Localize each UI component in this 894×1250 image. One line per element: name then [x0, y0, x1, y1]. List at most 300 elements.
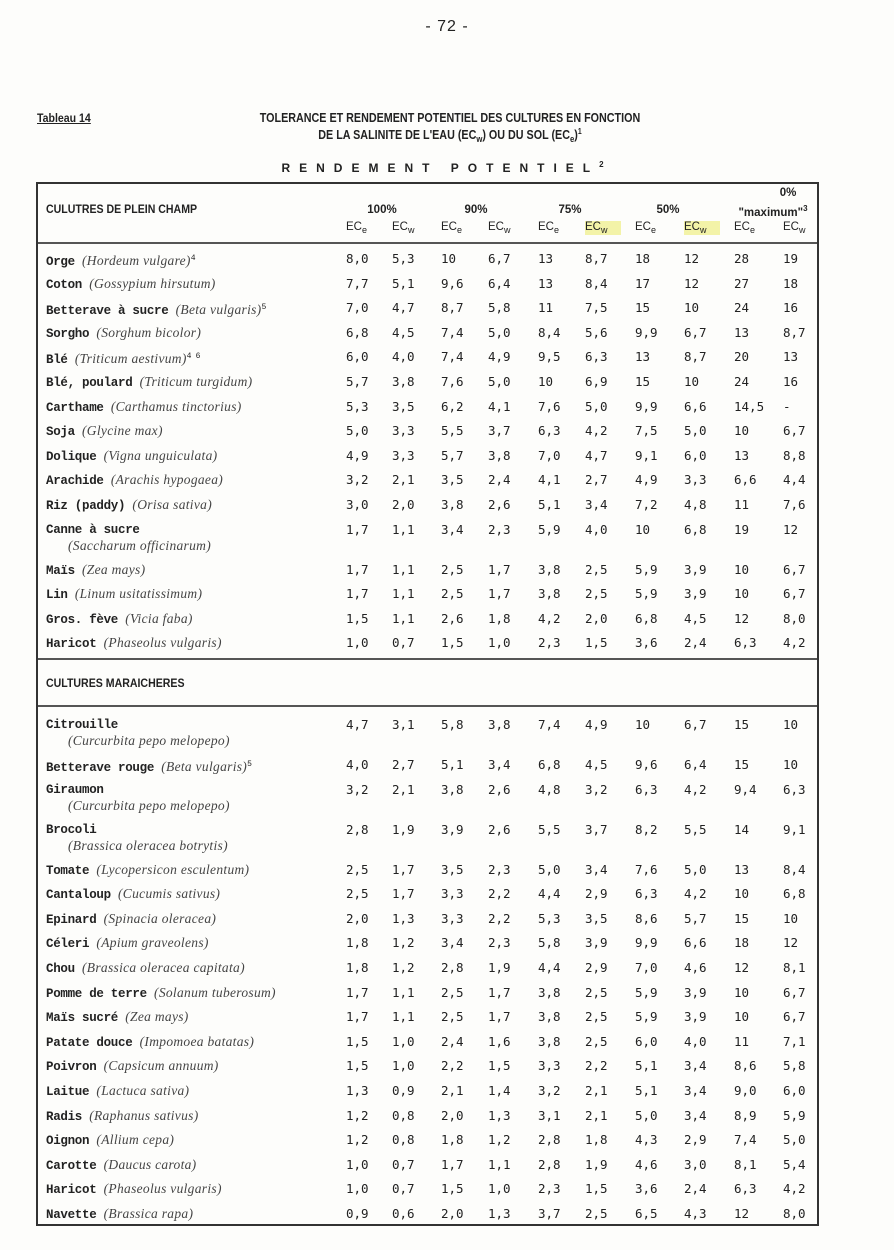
scientific-name: (Linum usitatissimum): [74, 586, 203, 602]
ece-value: 1,7: [346, 1009, 369, 1025]
yield-level-header: 75%: [558, 204, 582, 216]
ece-value: 7,6: [635, 861, 658, 877]
ecw-value: 12: [684, 251, 700, 266]
ece-value: 4,6: [635, 1156, 658, 1172]
scientific-name: (Arachis hypogaea): [110, 472, 224, 488]
ecw-value: 4,2: [684, 781, 707, 797]
ecw-value: 1,0: [392, 1033, 415, 1049]
ece-value: 10: [734, 1009, 750, 1025]
scientific-name: (Capsicum annuum): [103, 1058, 219, 1074]
ece-value: 3,4: [441, 935, 464, 951]
ecw-value: 2,9: [585, 886, 608, 902]
ecw-value: 3,9: [684, 586, 707, 602]
ece-value: 2,5: [441, 586, 464, 602]
ece-value: 18: [734, 935, 750, 951]
ece-value: 3,3: [538, 1058, 561, 1074]
ece-value: 6,2: [441, 398, 464, 414]
scientific-name: (Sorghum bicolor): [96, 324, 202, 340]
ecw-value: 1,2: [488, 1132, 511, 1148]
ecw-value: 1,3: [488, 1107, 511, 1123]
footnote-ref: 5: [247, 760, 252, 769]
ece-value: 15: [734, 717, 750, 732]
crop-name: Lin (Linum usitatissimum): [46, 586, 203, 603]
ecw-value: 2,1: [392, 472, 415, 488]
ece-value: 17: [635, 275, 651, 291]
ecw-value: 4,0: [392, 349, 415, 365]
ecw-value: 5,0: [488, 374, 511, 389]
scientific-name: (Zea mays): [82, 561, 146, 577]
ecw-value: 1,2: [392, 960, 415, 975]
section-divider-bottom: [38, 705, 817, 707]
header-divider: [38, 242, 817, 244]
ecw-value: 6,8: [684, 521, 707, 537]
ecw-value: 1,9: [392, 821, 415, 837]
ece-value: 7,4: [734, 1132, 757, 1148]
ece-value: 13: [734, 324, 750, 340]
ece-value: 2,0: [441, 1107, 464, 1123]
ecw-value: 0,7: [392, 1181, 415, 1197]
ece-value: 2,8: [346, 821, 369, 837]
ece-value: 4,3: [635, 1132, 658, 1148]
crop-name: Radis (Raphanus sativus): [46, 1107, 199, 1124]
ecw-value: 1,7: [488, 586, 511, 602]
ecw-value: 3,8: [392, 374, 415, 389]
ece-value: 7,4: [441, 349, 464, 365]
ecw-value: 8,0: [783, 610, 806, 626]
ece-value: 7,6: [538, 398, 561, 414]
table-subtitle: RENDEMENT POTENTIEL$^2$: [281, 160, 613, 175]
ecw-value: 10: [783, 717, 799, 732]
ece-value: 1,7: [441, 1156, 464, 1172]
ece-value: 15: [734, 757, 750, 772]
ecw-value: 3,2: [585, 781, 608, 797]
ecw-value: 2,0: [392, 497, 415, 512]
yield-level-header: 90%: [464, 204, 488, 216]
ece-value: 5,8: [441, 717, 464, 732]
ecw-value: 1,1: [392, 521, 415, 537]
ece-value: 5,8: [538, 935, 561, 951]
ece-value: 27: [734, 275, 750, 291]
crop-name: Orge (Hordeum vulgare)$^4$: [46, 253, 196, 269]
scientific-name: (Triticum aestivum): [74, 351, 187, 367]
ece-value: 10: [734, 586, 750, 602]
ece-value: 4,9: [635, 472, 658, 488]
ecw-value: 8,0: [783, 1206, 806, 1221]
crop-name: Arachide (Arachis hypogaea): [46, 472, 224, 489]
ece-value: 3,6: [635, 1181, 658, 1197]
ecw-value: 1,3: [488, 1206, 511, 1221]
ece-value: 3,8: [538, 984, 561, 1000]
scientific-name: (Apium graveolens): [96, 935, 209, 951]
ece-value: 2,8: [538, 1156, 561, 1172]
ece-value: 3,8: [441, 497, 464, 512]
ecw-value: 6,9: [585, 374, 608, 389]
ece-value: 1,5: [346, 610, 369, 626]
ece-value: 2,5: [441, 561, 464, 577]
ecw-value: 1,7: [488, 1009, 511, 1025]
ecw-value: 8,4: [783, 861, 806, 877]
ece-value: 6,5: [635, 1206, 658, 1221]
ece-value: 5,7: [441, 447, 464, 463]
ecw-value: 4,8: [684, 497, 707, 512]
ecw-value: 6,0: [684, 447, 707, 463]
ecw-value: 1,5: [488, 1058, 511, 1074]
ecw-value: 1,7: [488, 984, 511, 1000]
ecw-value: 16: [783, 300, 799, 316]
ecw-value: 8,7: [684, 349, 707, 365]
crop-name: Tomate (Lycopersicon esculentum): [46, 861, 250, 878]
ecw-value: -: [783, 398, 791, 414]
ecw-value: 1,3: [392, 910, 415, 926]
ece-value: 5,5: [441, 423, 464, 439]
ece-value: 24: [734, 300, 750, 316]
ecw-value: 13: [783, 349, 799, 365]
yield-level-header: 0%: [779, 187, 797, 199]
ece-value: 6,0: [635, 1033, 658, 1049]
ecw-value: 2,4: [684, 635, 707, 651]
ecw-value: 10: [783, 910, 799, 926]
crop-name: Carthame (Carthamus tinctorius): [46, 398, 242, 415]
ece-value: 3,0: [346, 497, 369, 512]
ece-value: 24: [734, 374, 750, 389]
scientific-name: (Curcurbita pepo melopepo): [68, 797, 230, 813]
ecw-value: 8,1: [783, 960, 806, 975]
ece-value: 2,0: [441, 1206, 464, 1221]
ece-value: 1,0: [346, 1156, 369, 1172]
ecw-value: 2,0: [585, 610, 608, 626]
ecw-value: 12: [684, 275, 700, 291]
ece-value: 13: [635, 349, 651, 365]
ecw-value: 3,9: [684, 1009, 707, 1025]
ece-value: 10: [635, 521, 651, 537]
ece-value: 6,3: [635, 781, 658, 797]
ecw-value: 5,0: [684, 423, 707, 439]
ece-column-header: $EC_e$: [734, 221, 755, 235]
scientific-name: (Beta vulgaris): [161, 759, 248, 774]
ece-value: 6,6: [734, 472, 757, 488]
ecw-column-header: $EC_w$: [488, 221, 511, 235]
crop-name: Navette (Brassica rapa): [46, 1206, 194, 1222]
ecw-value: 6,6: [684, 935, 707, 951]
tolerance-table: [36, 182, 819, 1226]
ecw-value: 6,3: [585, 349, 608, 365]
ecw-value: 10: [684, 300, 700, 316]
ece-value: 5,0: [538, 861, 561, 877]
ecw-value: 8,7: [585, 251, 608, 266]
ecw-value: 8,8: [783, 447, 806, 463]
ece-value: 6,0: [346, 349, 369, 365]
ece-value: 1,7: [346, 586, 369, 602]
ecw-value: 4,6: [684, 960, 707, 975]
ecw-value: 4,4: [783, 472, 806, 488]
ece-value: 14,5: [734, 398, 765, 414]
ece-value: 15: [635, 374, 651, 389]
ecw-value: 1,1: [392, 984, 415, 1000]
ecw-value: 1,5: [585, 635, 608, 651]
ece-value: 19: [734, 521, 750, 537]
ece-value: 3,3: [441, 910, 464, 926]
ece-value: 1,2: [346, 1107, 369, 1123]
ecw-value: 2,5: [585, 1033, 608, 1049]
ece-value: 3,1: [538, 1107, 561, 1123]
ecw-value: 5,0: [488, 324, 511, 340]
crop-name: Betterave à sucre (Beta vulgaris)$^5$: [46, 302, 266, 319]
ecw-value: 2,3: [488, 861, 511, 877]
ecw-value: 2,5: [585, 586, 608, 602]
crop-name: Riz (paddy) (Orisa sativa): [46, 497, 212, 513]
scientific-name: (Saccharum officinarum): [68, 537, 212, 553]
ecw-value: 1,7: [488, 561, 511, 577]
ece-value: 2,6: [441, 610, 464, 626]
ecw-value: 2,1: [585, 1083, 608, 1098]
ece-value: 7,0: [538, 447, 561, 463]
ecw-value: 5,8: [783, 1058, 806, 1074]
ece-value: 2,8: [538, 1132, 561, 1148]
ece-value: 4,1: [538, 472, 561, 488]
ecw-value: 5,1: [392, 275, 415, 291]
ecw-value: 3,4: [684, 1083, 707, 1098]
scientific-name: (Vigna unguiculata): [103, 447, 218, 463]
scientific-name: (Brassica oleracea botrytis): [68, 837, 228, 853]
ecw-value: 1,7: [392, 886, 415, 902]
ece-value: 28: [734, 251, 750, 266]
ece-value: 5,0: [635, 1107, 658, 1123]
ecw-column-header: $EC_w$: [684, 221, 720, 235]
ecw-value: 2,6: [488, 497, 511, 512]
ecw-value: 6,3: [783, 781, 806, 797]
ece-value: 9,6: [635, 757, 658, 772]
crop-name: Soja (Glycine max): [46, 423, 163, 440]
ecw-value: 4,9: [585, 717, 608, 732]
ece-value: 1,5: [346, 1058, 369, 1074]
ece-value: 18: [635, 251, 651, 266]
ecw-value: 5,0: [585, 398, 608, 414]
scientific-name: (Cucumis sativus): [118, 886, 221, 902]
ece-value: 4,7: [346, 717, 369, 732]
ece-value: 5,5: [538, 821, 561, 837]
scientific-name: (Orisa sativa): [132, 497, 212, 512]
scientific-name: (Phaseolus vulgaris): [103, 635, 222, 651]
ece-value: 6,8: [635, 610, 658, 626]
ece-value: 10: [734, 984, 750, 1000]
ece-value: 13: [538, 275, 554, 291]
ecw-value: 6,7: [684, 717, 707, 732]
ecw-value: 6,7: [488, 251, 511, 266]
ecw-value: 2,6: [488, 821, 511, 837]
ecw-value: 0,8: [392, 1132, 415, 1148]
ecw-value: 1,1: [392, 561, 415, 577]
ecw-value: 5,4: [783, 1156, 806, 1172]
ece-value: 1,0: [346, 635, 369, 651]
ece-value: 2,5: [441, 1009, 464, 1025]
ecw-value: 2,5: [585, 1206, 608, 1221]
ecw-value: 3,3: [392, 423, 415, 439]
ece-value: 10: [441, 251, 457, 266]
ecw-value: 1,0: [392, 1058, 415, 1074]
ecw-value: 7,1: [783, 1033, 806, 1049]
ecw-value: 0,6: [392, 1206, 415, 1221]
crop-name: Céleri (Apium graveolens): [46, 935, 209, 952]
ece-value: 3,7: [538, 1206, 561, 1221]
scientific-name: (Triticum turgidum): [139, 374, 253, 389]
ece-value: 10: [734, 423, 750, 439]
ece-value: 5,3: [538, 910, 561, 926]
crop-name: Gros. fève (Vicia faba): [46, 610, 193, 627]
ece-value: 11: [734, 1033, 750, 1049]
ece-column-header: $EC_e$: [441, 221, 462, 235]
footnote-ref: 4: [190, 254, 196, 263]
ece-value: 5,1: [635, 1083, 658, 1098]
ece-value: 3,2: [538, 1083, 561, 1098]
ecw-value: 1,1: [392, 610, 415, 626]
scientific-name: (Glycine max): [82, 423, 163, 439]
ecw-value: 4,1: [488, 398, 511, 414]
ecw-value: 0,7: [392, 1156, 415, 1172]
ece-value: 13: [538, 251, 554, 266]
ecw-value: 2,2: [488, 886, 511, 902]
ece-value: 5,1: [441, 757, 464, 772]
crop-name: Coton (Gossypium hirsutum): [46, 275, 216, 292]
ecw-value: 3,7: [488, 423, 511, 439]
ece-value: 6,3: [635, 886, 658, 902]
ecw-value: 6,7: [783, 1009, 806, 1025]
ece-value: 9,9: [635, 935, 658, 951]
scientific-name: (Hordeum vulgare): [82, 253, 191, 268]
ecw-value: 5,6: [585, 324, 608, 340]
ece-value: 6,3: [538, 423, 561, 439]
ecw-value: 2,2: [488, 910, 511, 926]
ecw-value: 10: [783, 757, 799, 772]
table-label: Tableau 14: [37, 111, 91, 125]
ecw-value: 3,0: [684, 1156, 707, 1172]
ece-value: 9,6: [441, 275, 464, 291]
section-title-vegetable-crops: CULTURES MARAICHERES: [46, 678, 185, 690]
ecw-value: 3,4: [684, 1058, 707, 1074]
ece-value: 6,3: [734, 1181, 757, 1197]
ecw-value: 5,0: [783, 1132, 806, 1148]
ecw-value: 18: [783, 275, 799, 291]
ecw-value: 4,7: [392, 300, 415, 316]
crop-name: Patate douce (Impomoea batatas): [46, 1033, 255, 1050]
ecw-value: 6,7: [783, 586, 806, 602]
ecw-value: 2,3: [488, 935, 511, 951]
scientific-name: (Beta vulgaris): [175, 302, 262, 318]
scientific-name: (Impomoea batatas): [139, 1033, 255, 1049]
ecw-value: 2,7: [392, 757, 415, 772]
ecw-column-header: $EC_w$: [392, 221, 415, 235]
ecw-value: 3,1: [392, 717, 415, 732]
ece-value: 7,4: [538, 717, 561, 732]
ece-value: 8,0: [346, 251, 369, 266]
ecw-value: 7,5: [585, 300, 608, 316]
ecw-value: 4,5: [392, 324, 415, 340]
ecw-value: 2,2: [585, 1058, 608, 1074]
ecw-value: 3,8: [488, 447, 511, 463]
section-divider-top: [38, 658, 817, 660]
ece-value: 0,9: [346, 1206, 369, 1221]
ece-value: 2,0: [346, 910, 369, 926]
scientific-name: (Solanum tuberosum): [154, 984, 276, 1000]
ece-value: 7,7: [346, 275, 369, 291]
ece-value: 5,9: [635, 1009, 658, 1025]
ecw-value: 3,4: [488, 757, 511, 772]
ecw-value: 12: [783, 521, 799, 537]
ecw-value: 0,8: [392, 1107, 415, 1123]
ecw-value: 2,5: [585, 1009, 608, 1025]
ecw-value: 2,1: [392, 781, 415, 797]
crop-name: Maïs sucré (Zea mays): [46, 1009, 189, 1026]
ecw-value: 16: [783, 374, 799, 389]
maximum-label: "maximum"$^3$: [738, 204, 808, 219]
crop-name: Laitue (Lactuca sativa): [46, 1083, 190, 1099]
ecw-value: 2,3: [488, 521, 511, 537]
ecw-value: 2,1: [585, 1107, 608, 1123]
ece-value: 8,7: [441, 300, 464, 316]
crop-name: Cantaloup (Cucumis sativus): [46, 886, 221, 903]
ece-value: 3,8: [538, 561, 561, 577]
scientific-name: (Zea mays): [125, 1009, 189, 1025]
ece-column-header: $EC_e$: [346, 221, 367, 235]
ece-value: 3,6: [635, 635, 658, 651]
ece-column-header: $EC_e$: [538, 221, 559, 235]
ecw-value: 4,2: [783, 635, 806, 651]
ecw-value: 3,3: [684, 472, 707, 488]
footnote-ref: 5: [261, 303, 266, 313]
ecw-value: 4,9: [488, 349, 511, 365]
ecw-value: 2,6: [488, 781, 511, 797]
ecw-value: 3,8: [488, 717, 511, 732]
ece-value: 3,8: [538, 586, 561, 602]
ecw-value: 2,5: [585, 984, 608, 1000]
ece-value: 1,5: [346, 1033, 369, 1049]
ecw-value: 2,4: [488, 472, 511, 488]
scientific-name: (Carthamus tinctorius): [110, 398, 242, 414]
page-number: - 72 -: [425, 18, 469, 35]
ecw-value: 3,3: [392, 447, 415, 463]
footnote-ref: 4 6: [186, 352, 201, 362]
ecw-value: 3,5: [392, 398, 415, 414]
ece-value: 11: [538, 300, 554, 316]
ece-value: 8,1: [734, 1156, 757, 1172]
ecw-value: 4,0: [684, 1033, 707, 1049]
ece-value: 5,1: [538, 497, 561, 512]
ece-value: 7,0: [635, 960, 658, 975]
ece-value: 6,3: [734, 635, 757, 651]
crop-name: Haricot (Phaseolus vulgaris): [46, 635, 222, 652]
ece-value: 5,0: [346, 423, 369, 439]
ece-value: 10: [635, 717, 651, 732]
ece-value: 5,9: [635, 561, 658, 577]
ece-value: 1,7: [346, 984, 369, 1000]
ece-value: 4,4: [538, 960, 561, 975]
section-title-field-crops: CULUTRES DE PLEIN CHAMP: [46, 204, 198, 216]
scientific-name: (Lycopersicon esculentum): [96, 861, 250, 877]
ecw-value: 12: [783, 935, 799, 951]
ece-value: 2,4: [441, 1033, 464, 1049]
ece-value: 7,4: [441, 324, 464, 340]
ece-value: 7,0: [346, 300, 369, 316]
ecw-value: 3,7: [585, 821, 608, 837]
ece-value: 4,0: [346, 757, 369, 772]
crop-name: Carotte (Daucus carota): [46, 1156, 197, 1173]
scientific-name: (Daucus carota): [103, 1156, 197, 1172]
yield-level-header: 100%: [367, 204, 397, 216]
ecw-value: 0,7: [392, 635, 415, 651]
ece-value: 5,9: [538, 521, 561, 537]
ecw-value: 5,3: [392, 251, 415, 266]
ece-value: 3,8: [538, 1033, 561, 1049]
ecw-value: 9,1: [783, 821, 806, 837]
